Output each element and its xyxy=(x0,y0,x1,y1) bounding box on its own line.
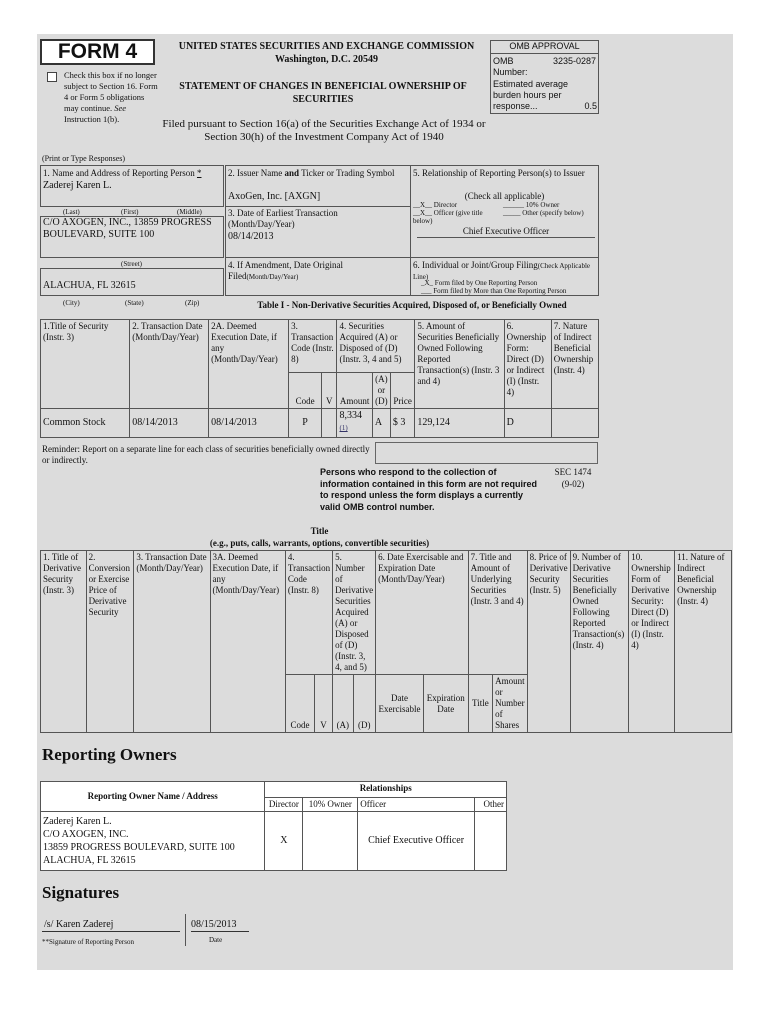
t2-exp: Expiration Date xyxy=(423,675,468,733)
owner-col-ten: 10% Owner xyxy=(303,798,358,812)
owner-rel-header: Relationships xyxy=(265,782,507,798)
t1-amount: Amount xyxy=(337,373,372,409)
t1-h4: 4. Securities Acquired (A) or Disposed of (D) (Instr. 3, 4 and 5) xyxy=(337,320,415,373)
t1-security: Common Stock xyxy=(41,409,130,438)
earliest-transaction-date: 08/14/2013 xyxy=(228,231,274,242)
street-label: (Street) xyxy=(121,260,142,268)
statement-title: STATEMENT OF CHANGES IN BENEFICIAL OWNERSHIP OF SECURITIES xyxy=(179,81,467,105)
t1-price-value: $ 3 xyxy=(390,409,415,438)
t2-h9: 9. Number of Derivative Securities Beneficially Owned Following Reported Transaction(s) (Instr. 4) xyxy=(570,551,629,733)
t1-v: V xyxy=(322,373,337,409)
owner-ten-value xyxy=(303,812,358,871)
box2-label: 2. Issuer Name and Ticker or Trading Symbol xyxy=(228,168,395,178)
t2-h8: 8. Price of Derivative Security (Instr. 5) xyxy=(527,551,570,733)
owner-name: Zaderej Karen L. xyxy=(43,816,112,827)
agency-name: UNITED STATES SECURITIES AND EXCHANGE COMMISSION xyxy=(178,41,475,52)
t1-price: Price xyxy=(390,373,415,409)
owner-addr3: ALACHUA, FL 32615 xyxy=(43,855,136,866)
form-page xyxy=(37,34,733,970)
owners-heading: Reporting Owners xyxy=(42,745,177,764)
owner-other-value xyxy=(474,812,506,871)
omb-burden-label: Estimated average burden hours per response... xyxy=(493,79,569,111)
owner-officer-value: Chief Executive Officer xyxy=(358,812,475,871)
t2-amt: Amount or Number of Shares xyxy=(493,675,528,733)
t2-h7: 7. Title and Amount of Underlying Securities (Instr. 3 and 4) xyxy=(468,551,527,675)
footnote-1-link[interactable]: (1) xyxy=(339,424,348,432)
owner-col-officer: Officer xyxy=(358,798,475,812)
reporting-person-city: ALACHUA, FL 32615 xyxy=(43,280,136,291)
box5-label: 5. Relationship of Reporting Person(s) to Issuer xyxy=(413,168,585,178)
box4-label: 4. If Amendment, Date Original Filed(Month/Day/Year) xyxy=(228,260,343,281)
city-label: (City) xyxy=(63,299,80,307)
t2-h2: 2. Conversion or Exercise Price of Derivative Security xyxy=(86,551,134,733)
signature-divider xyxy=(185,914,186,946)
t1-owned-value: 129,124 xyxy=(415,409,504,438)
form-title: FORM 4 xyxy=(57,40,138,63)
owner-col-other: Other xyxy=(474,798,506,812)
t1-code-value: P xyxy=(289,409,322,438)
signature-label: **Signature of Reporting Person xyxy=(42,938,134,946)
owner-name-address xyxy=(41,812,265,871)
table2-title: Title xyxy=(310,526,329,536)
middle-label: (Middle) xyxy=(177,208,202,216)
t2-h5: 5. Number of Derivative Securities Acquired (A) or Disposed of (D) (Instr. 3, 4, and 5) xyxy=(333,551,376,675)
table1-title: Table I - Non-Derivative Securities Acquired, Disposed of, or Beneficially Owned xyxy=(257,300,567,310)
zip-label: (Zip) xyxy=(185,299,200,307)
t1-h5: 5. Amount of Securities Beneficially Owned Following Reported Transaction(s) (Instr. 3 and 4) xyxy=(415,320,504,409)
table-row xyxy=(41,409,599,438)
t2-exer: Date Exercisable xyxy=(376,675,424,733)
omb-title: OMB APPROVAL xyxy=(490,41,599,54)
reminder-text: Reminder: Report on a separate line for each class of securities beneficially owned directly or indirectly. xyxy=(42,444,370,465)
t1-deemed: 08/14/2013 xyxy=(209,409,289,438)
table2-subtitle: (e.g., puts, calls, warrants, options, convertible securities) xyxy=(209,538,430,548)
owner-col-director: Director xyxy=(265,798,303,812)
t1-nature-value xyxy=(551,409,598,438)
reporting-person-name: Zaderej Karen L. xyxy=(43,180,112,191)
owner-director-mark: X xyxy=(265,812,303,871)
filed-pursuant: Filed pursuant to Section 16(a) of the Securities Exchange Act of 1934 or Section 30(h) of the Investment Company Act of 1940 xyxy=(162,118,486,143)
state-label: (State) xyxy=(125,299,144,307)
persons-notice: Persons who respond to the collection of information contained in this form are not required to respond unless the form displays a currently valid OMB control number. xyxy=(320,467,538,512)
signature-value: /s/ Karen Zaderej xyxy=(42,919,180,932)
t2-d: (D) xyxy=(353,675,376,733)
t2-h3: 3. Transaction Date (Month/Day/Year) xyxy=(134,551,210,733)
table-row xyxy=(41,812,507,871)
t1-h2: 2. Transaction Date (Month/Day/Year) xyxy=(130,320,209,409)
omb-number-value: 3235-0287 xyxy=(552,56,596,66)
t2-h1: 1. Title of Derivative Security (Instr. 3) xyxy=(41,551,87,733)
box3-label: 3. Date of Earliest Transaction (Month/Day/Year) xyxy=(228,208,338,229)
one-person-option[interactable]: _X_ Form filed by One Reporting Person xyxy=(421,279,538,287)
t1-v-value xyxy=(322,409,337,438)
t1-h2a: 2A. Deemed Execution Date, if any (Month/Day/Year) xyxy=(209,320,289,409)
owners-table xyxy=(40,781,507,871)
table2 xyxy=(40,550,732,733)
print-note: (Print or Type Responses) xyxy=(42,154,126,163)
t1-date: 08/14/2013 xyxy=(130,409,209,438)
t2-h10: 10. Ownership Form of Derivative Security: Direct (D) or Indirect (I) (Instr. 4) xyxy=(629,551,675,733)
owner-addr1: C/O AXOGEN, INC. xyxy=(43,829,129,840)
reporting-person-address: C/O AXOGEN, INC., 13859 PROGRESS BOULEVARD, SUITE 100 xyxy=(43,217,212,240)
officer-check[interactable]: __X__ Officer (give title below) xyxy=(413,209,483,225)
omb-number-label: OMB Number: xyxy=(493,56,528,77)
signature-date: 08/15/2013 xyxy=(191,919,249,932)
t1-amount-value: 8,334 xyxy=(339,410,362,421)
owner-col-name: Reporting Owner Name / Address xyxy=(41,782,265,812)
box5-check: (Check all applicable) xyxy=(464,191,545,201)
issuer-name: AxoGen, Inc. [AXGN] xyxy=(228,191,321,202)
agency-city: Washington, D.C. 20549 xyxy=(274,54,379,65)
reminder-box xyxy=(375,442,598,464)
omb-burden-value: 0.5 xyxy=(584,101,597,111)
t2-h11: 11. Nature of Indirect Beneficial Ownership (Instr. 4) xyxy=(675,551,732,733)
sec-number: SEC 1474 xyxy=(554,467,592,477)
t2-h4: 4. Transaction Code (Instr. 8) xyxy=(285,551,332,675)
t1-h7: 7. Nature of Indirect Beneficial Ownership (Instr. 4) xyxy=(551,320,598,409)
t2-title: Title xyxy=(468,675,493,733)
director-check[interactable]: __X__ Director xyxy=(413,201,458,209)
date-label: Date xyxy=(209,936,223,944)
last-label: (Last) xyxy=(63,208,80,216)
multiple-persons-option[interactable]: ___ Form filed by More than One Reporting Person xyxy=(421,287,567,295)
owner-addr2: 13859 PROGRESS BOULEVARD, SUITE 100 xyxy=(43,842,235,853)
officer-title: Chief Executive Officer xyxy=(417,226,595,238)
t1-form-value: D xyxy=(504,409,551,438)
t1-h3: 3. Transaction Code (Instr. 8) xyxy=(289,320,337,373)
ten-percent-check[interactable]: ______ 10% Owner xyxy=(503,201,560,209)
t2-a: (A) xyxy=(333,675,353,733)
t2-h6: 6. Date Exercisable and Expiration Date (Month/Day/Year) xyxy=(376,551,469,675)
first-label: (First) xyxy=(121,208,139,216)
t1-amount-cell xyxy=(337,409,372,438)
t2-v: V xyxy=(315,675,333,733)
signatures-heading: Signatures xyxy=(42,883,120,902)
footnote-star-link[interactable]: * xyxy=(196,168,202,178)
table1 xyxy=(40,319,599,438)
t1-ad-value: A xyxy=(372,409,390,438)
t1-h1: 1.Title of Security (Instr. 3) xyxy=(41,320,130,409)
t1-h6: 6. Ownership Form: Direct (D) or Indirect (I) (Instr. 4) xyxy=(504,320,551,409)
check-box-text: Check this box if no longer subject to Section 16. Form 4 or Form 5 obligations may continue. See Instruction 1(b). xyxy=(64,70,158,124)
no-longer-subject-checkbox[interactable] xyxy=(47,72,57,82)
t2-h3a: 3A. Deemed Execution Date, if any (Month/Day/Year) xyxy=(210,551,285,733)
t1-aord: (A) or (D) xyxy=(372,373,390,409)
t1-code: Code xyxy=(289,373,322,409)
other-check[interactable]: _____ Other (specify below) xyxy=(503,209,584,217)
sec-date: (9-02) xyxy=(561,479,585,489)
box1-label: 1. Name and Address of Reporting Person * xyxy=(43,168,202,178)
t2-code: Code xyxy=(285,675,314,733)
box6-label: 6. Individual or Joint/Group Filing(Check Applicable Line) xyxy=(413,260,591,281)
